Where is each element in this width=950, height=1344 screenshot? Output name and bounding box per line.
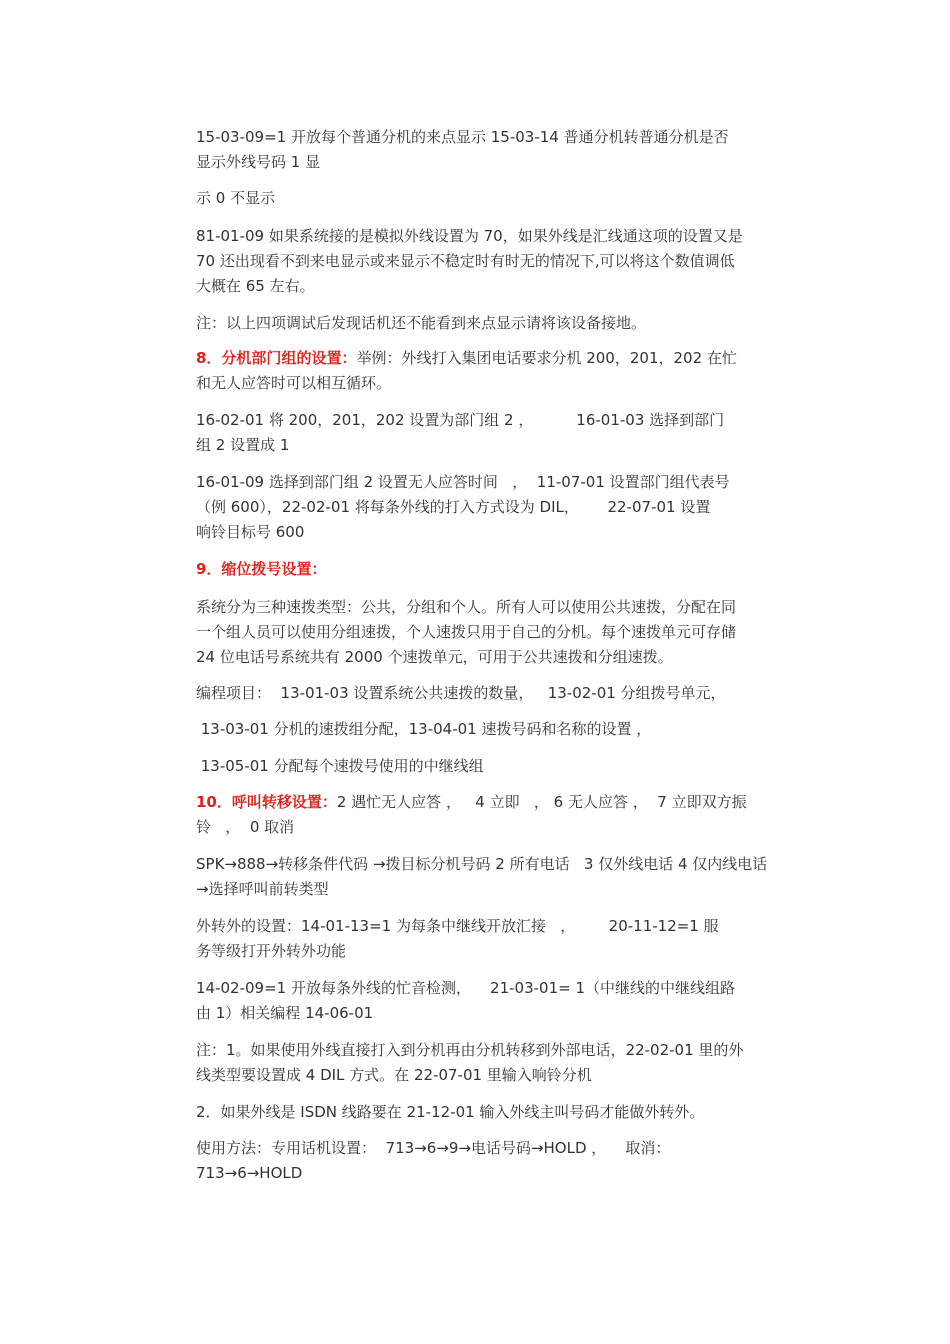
paragraph-external-transfer xyxy=(196,914,836,964)
text-line: 务等级打开外转外功能 xyxy=(196,942,347,960)
text-line: （例 600），22-02-01 将每条外线的打入方式设为 DIL， 22-07-01 设置 xyxy=(196,498,711,516)
paragraph-13-05-01 xyxy=(196,754,836,779)
paragraph-16-01-09 xyxy=(196,470,836,545)
paragraph-programming-items xyxy=(196,681,836,706)
paragraph-busy-tone-detection xyxy=(196,976,836,1026)
text-line: 70 还出现看不到来电显示或来显示不稳定时有时无的情况下,可以将这个数值调低 xyxy=(196,252,735,270)
text-line: 13-05-01 分配每个速拨号使用的中继线组 xyxy=(196,757,484,775)
paragraph-isdn-note xyxy=(196,1100,836,1125)
text-line: 一个组人员可以使用分组速拨，个人速拨只用于自己的分机。每个速拨单元可存储 xyxy=(196,623,737,641)
text-line: 2 遇忙无人应答 ， 4 立即 ， 6 无人应答 ， 7 立即双方振 xyxy=(336,793,747,811)
section-heading: 8．分机部门组的设置： xyxy=(196,349,357,367)
section-10-call-forwarding xyxy=(196,790,836,840)
text-line: 15-03-09=1 开放每个普通分机的来点显示 15-03-14 普通分机转普通分机是否 xyxy=(196,128,729,146)
paragraph-speed-dial-types xyxy=(196,595,836,670)
paragraph-usage-method xyxy=(196,1136,836,1186)
text-line: →选择呼叫前转类型 xyxy=(196,880,329,898)
text-line: 注：以上四项调试后发现话机还不能看到来点显示请将该设备接地。 xyxy=(196,314,647,332)
text-line: 713→6→HOLD xyxy=(196,1164,303,1182)
paragraph-caller-id-display xyxy=(196,125,836,175)
text-line: 响铃目标号 600 xyxy=(196,523,305,541)
text-line: SPK→888→转移条件代码 →拨目标分机号码 2 所有电话 3 仅外线电话 4 仅内线电话 xyxy=(196,855,768,873)
section-9-abbreviated-dialing xyxy=(196,557,836,582)
paragraph-spk-888 xyxy=(196,852,836,902)
section-heading: 10．呼叫转移设置： xyxy=(196,793,337,811)
text-line: 外转外的设置：14-01-13=1 为每条中继线开放汇接 ， 20-11-12=1 服 xyxy=(196,917,719,935)
text-line: 举例：外线打入集团电话要求分机 200，201，202 在忙 xyxy=(356,349,737,367)
paragraph-note-dil xyxy=(196,1038,836,1088)
text-line: 编程项目： 13-01-03 设置系统公共速拨的数量， 13-02-01 分组拨号单元， xyxy=(196,684,726,702)
text-line: 注：1。如果使用外线直接打入到分机再由分机转移到外部电话，22-02-01 里的外 xyxy=(196,1041,744,1059)
paragraph-no-display xyxy=(196,186,836,211)
text-line: 16-01-09 选择到部门组 2 设置无人应答时间 ， 11-07-01 设置部门组代表号 xyxy=(196,473,730,491)
text-line: 2．如果外线是 ISDN 线路要在 21-12-01 输入外线主叫号码才能做外转外。 xyxy=(196,1103,705,1121)
text-line: 14-02-09=1 开放每条外线的忙音检测， 21-03-01= 1（中继线的中继线组路 xyxy=(196,979,736,997)
text-line: 由 1）相关编程 14-06-01 xyxy=(196,1004,374,1022)
text-line: 24 位电话号系统共有 2000 个速拨单元，可用于公共速拨和分组速拨。 xyxy=(196,648,673,666)
paragraph-16-02-01 xyxy=(196,408,836,458)
text-line: 铃 ， 0 取消 xyxy=(196,818,295,836)
section-heading: 9．缩位拨号设置： xyxy=(196,560,327,578)
section-8-department-group xyxy=(196,346,836,396)
text-line: 组 2 设置成 1 xyxy=(196,436,290,454)
text-line: 示 0 不显示 xyxy=(196,189,276,207)
paragraph-analog-trunk xyxy=(196,224,836,299)
text-line: 13-03-01 分机的速拨组分配，13-04-01 速拨号码和名称的设置 ， xyxy=(196,720,652,738)
text-line: 81-01-09 如果系统接的是模拟外线设置为 70，如果外线是汇线通这项的设置又是 xyxy=(196,227,743,245)
text-line: 和无人应答时可以相互循环。 xyxy=(196,374,392,392)
text-line: 显示外线号码 1 显 xyxy=(196,153,321,171)
paragraph-13-03-01 xyxy=(196,717,836,742)
text-line: 线类型要设置成 4 DIL 方式。在 22-07-01 里输入响铃分机 xyxy=(196,1066,592,1084)
text-line: 大概在 65 左右。 xyxy=(196,277,315,295)
text-line: 16-02-01 将 200，201，202 设置为部门组 2 ， 16-01-03 选择到部门 xyxy=(196,411,725,429)
paragraph-note-grounding xyxy=(196,311,836,336)
text-line: 使用方法：专用话机设置： 713→6→9→电话号码→HOLD ， 取消： xyxy=(196,1139,671,1157)
text-line: 系统分为三种速拨类型：公共，分组和个人。所有人可以使用公共速拨，分配在同 xyxy=(196,598,737,616)
